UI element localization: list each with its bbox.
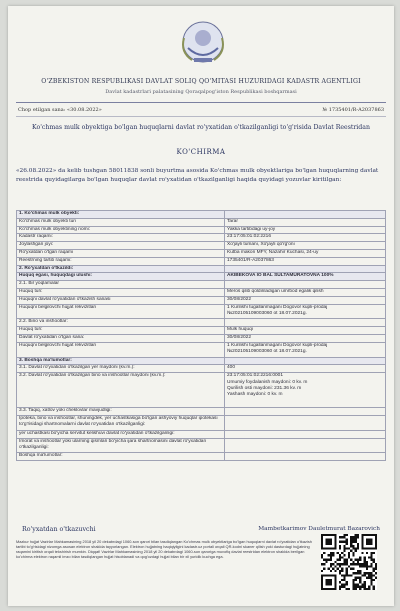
table-row	[17, 415, 386, 430]
row-label: 2.1. Bir yoqlamalar	[17, 281, 225, 289]
table-row	[17, 257, 386, 265]
table-row	[17, 296, 386, 304]
table-row	[17, 373, 386, 408]
table-row	[17, 342, 386, 357]
row-label: Kadastr raqami:	[17, 234, 225, 242]
table-row	[17, 249, 386, 257]
table-row	[17, 226, 386, 234]
row-value: Tarar	[225, 218, 386, 226]
table-row	[17, 357, 386, 365]
row-value: 23:17:05:01:02:2216	[225, 234, 386, 242]
row-value: Xo'jayli tumani, Xo'jayli qo'rg'oni	[225, 242, 386, 250]
row-value: 23:17:05:01:02:2216:0001 Umumiy foydalanish maydoni: 0 kv. m Qurilish osti maydoni: 231.36 kv. m Yashash maydoni: 0 kv. m	[225, 373, 386, 408]
row-label: Huquqni belgilovchi hujjat rekvizitlari	[17, 342, 225, 357]
row-value	[225, 211, 386, 219]
row-value	[225, 265, 386, 273]
intro-paragraph: «26.08.2022» da kelib tushgan 58011838 sonli buyurtma asosida Ko'chmas mulk obyektlariga bo'lgan huquqlarning davlat reestrida quyidagilarga bo'lgan huquqlar davlat ro'yxatidan o'tkazilganligi haqida quyidagi yozuvlar kiritilgan:	[16, 168, 379, 184]
row-value: Kutba makon MFY, Nazahir Kuchasi, 24-uy	[225, 249, 386, 257]
row-label: Huquqni belgilovchi hujjat rekvizitlari	[17, 304, 225, 319]
row-label: Imorat va inshootlar yoki ularning qismlari bo'yicha ijara shartnomasini davlat ro'yxatidan o'tkazilganligi:	[17, 438, 225, 453]
row-value: Mulk huquqi	[225, 327, 386, 335]
row-value	[225, 430, 386, 438]
row-value	[225, 281, 386, 289]
document-number: № 1735401/R-A2037863	[322, 107, 384, 113]
row-label: Huquq egasi, huquqdagi ulushi:	[17, 273, 225, 281]
row-label: yer uchastkasi bo'yicha servitut kelishuvi davlat ro'yxatidan o'tkazilganligi:	[17, 430, 225, 438]
document-sheet	[8, 6, 394, 606]
table-row	[17, 453, 386, 461]
table-row	[17, 365, 386, 373]
row-value: 1735401/R-A2037863	[225, 257, 386, 265]
registrar-name: Mambetkarimov Dauletmurat Bazarovich	[258, 526, 380, 532]
row-value	[225, 415, 386, 430]
table-row	[17, 319, 386, 327]
row-value: 1 Kurilishi tugallanmagani Dogovor kupli-prodaj №202105109003060 ot 18.07.2021g.	[225, 304, 386, 319]
row-value: 30/08/2022	[225, 296, 386, 304]
table-row	[17, 211, 386, 219]
qr-code-icon	[321, 534, 377, 590]
table-row	[17, 334, 386, 342]
row-label: 3.1. Davlat ro'yxatidan o'tkazilgan yer maydoni (kv.m.):	[17, 365, 225, 373]
row-value	[225, 453, 386, 461]
row-label: Joylashgan joyi:	[17, 242, 225, 250]
row-label: 2.2. Bino va inshootlar:	[17, 319, 225, 327]
row-value: 1 Kurilishi tugallanmagani Dogovor kupli-prodaj №202105109003060 ot 18.07.2021g.	[225, 342, 386, 357]
row-label: Boshqa ma'lumotlar:	[17, 453, 225, 461]
row-value	[225, 438, 386, 453]
table-row	[17, 304, 386, 319]
document-subtitle: KO'CHIRMA	[176, 148, 226, 156]
row-value: 30/08/2022	[225, 334, 386, 342]
footer-note: Mazkur hujjat Vazirlar Mahkamasining 2018 yil 20 dekabrdagi 1060-son qarori bilan tasdiqlangan Ko'chmas mulk obyektlariga bo'lgan huquqlarni davlat ro'yxatidan o'tkazish tartibi to'g'risidagi nizomga asosan elektron shaklda tayyorlangan. Elektron hujjatning haqiqiyligini kadastr.uz portali orqali QR-kodni skaner qilish yoki dasturdagi hujjatning raqamini kiritish orqali tekshirish mumkin. Diqqat! Vazirlar Mahkamasining 2018 yil 20 dekabrdagi 1060-son qaroriga muvofiq davlat reestridan elektron shaklda berilgan ko'chirma elektron raqamli imzo bilan tasdiqlangan hujjat hisoblanadi va qog'ozdagi hujjat bilan bir xil yuridik kuchga ega.	[16, 539, 312, 560]
row-label: Huquq turi:	[17, 327, 225, 335]
table-row	[17, 265, 386, 273]
row-value	[225, 319, 386, 327]
row-label: 3. Boshqa ma'lumotlar:	[17, 357, 225, 365]
table-row	[17, 327, 386, 335]
table-row	[17, 438, 386, 453]
row-value: AKIBEKOVA IO BAL SULTAMURATOVNA 100%	[225, 273, 386, 281]
print-date: Chop etilgan sana: «30.08.2022»	[18, 107, 102, 113]
row-value: Yakka tartibdagi uy-joy	[225, 226, 386, 234]
header-divider	[16, 102, 386, 103]
row-value	[225, 408, 386, 416]
table-row	[17, 288, 386, 296]
row-label: Reestrning tartib raqami:	[17, 257, 225, 265]
table-row	[17, 234, 386, 242]
row-value	[225, 357, 386, 365]
state-emblem-icon	[174, 18, 232, 68]
table-row	[17, 273, 386, 281]
row-label: 2. Ro'yxatdan o'tkazildi:	[17, 265, 225, 273]
row-label: Huquq turi:	[17, 288, 225, 296]
table-row	[17, 218, 386, 226]
row-label: 3.2. Davlat ro'yxatidan o'tkazilgan bino va inshootlar maydoni (kv.m.):	[17, 373, 225, 408]
branch-name: Davlat kadastrlari palatasining Qoraqalpog'iston Respublikasi boshqarmasi	[105, 89, 297, 95]
row-label: Huquqni davlat ro'yxatidan o'tkazish sanasi	[17, 296, 225, 304]
meta-divider	[16, 116, 386, 117]
table-row	[17, 430, 386, 438]
row-value: Meros qilib qoldiriladigan umrbod egalik qilish	[225, 288, 386, 296]
row-label: Ro'yxatdan o'tgan raqami	[17, 249, 225, 257]
row-label: 3.3. Taqiq, xatlov yoki cheklovlar mavjudligi:	[17, 408, 225, 416]
row-value: 400	[225, 365, 386, 373]
registrar-label: Ro'yxatdan o'tkazuvchi	[22, 526, 96, 533]
agency-name: O'ZBEKISTON RESPUBLIKASI DAVLAT SOLIQ QO'MITASI HUZURIDAGI KADASTR AGENTLIGI	[41, 78, 361, 85]
row-label: Ipoteka, bino va inshootlar, shuningdek, yer uchastkasiga bo'lgan ashyoviy huquqlar ipotekasi to'g'risidagi shartnomalarni davlat ro'yxatidan o'tkazilganligi:	[17, 415, 225, 430]
records-table	[16, 210, 386, 461]
document-title: Ko'chmas mulk obyektiga bo'lgan huquqlarni davlat ro'yxatidan o'tkazilganligi to'g'risida Davlat Reestridan	[32, 124, 370, 131]
row-label: Davlat ro'yxatidan o'tgan sana:	[17, 334, 225, 342]
table-row	[17, 408, 386, 416]
table-row	[17, 242, 386, 250]
row-label: 1. Ko'chmas mulk obyekti:	[17, 211, 225, 219]
row-label: Ko'chmas mulk obyektining nomi:	[17, 226, 225, 234]
row-label: Ko'chmas mulk obyekti turi	[17, 218, 225, 226]
table-row	[17, 281, 386, 289]
